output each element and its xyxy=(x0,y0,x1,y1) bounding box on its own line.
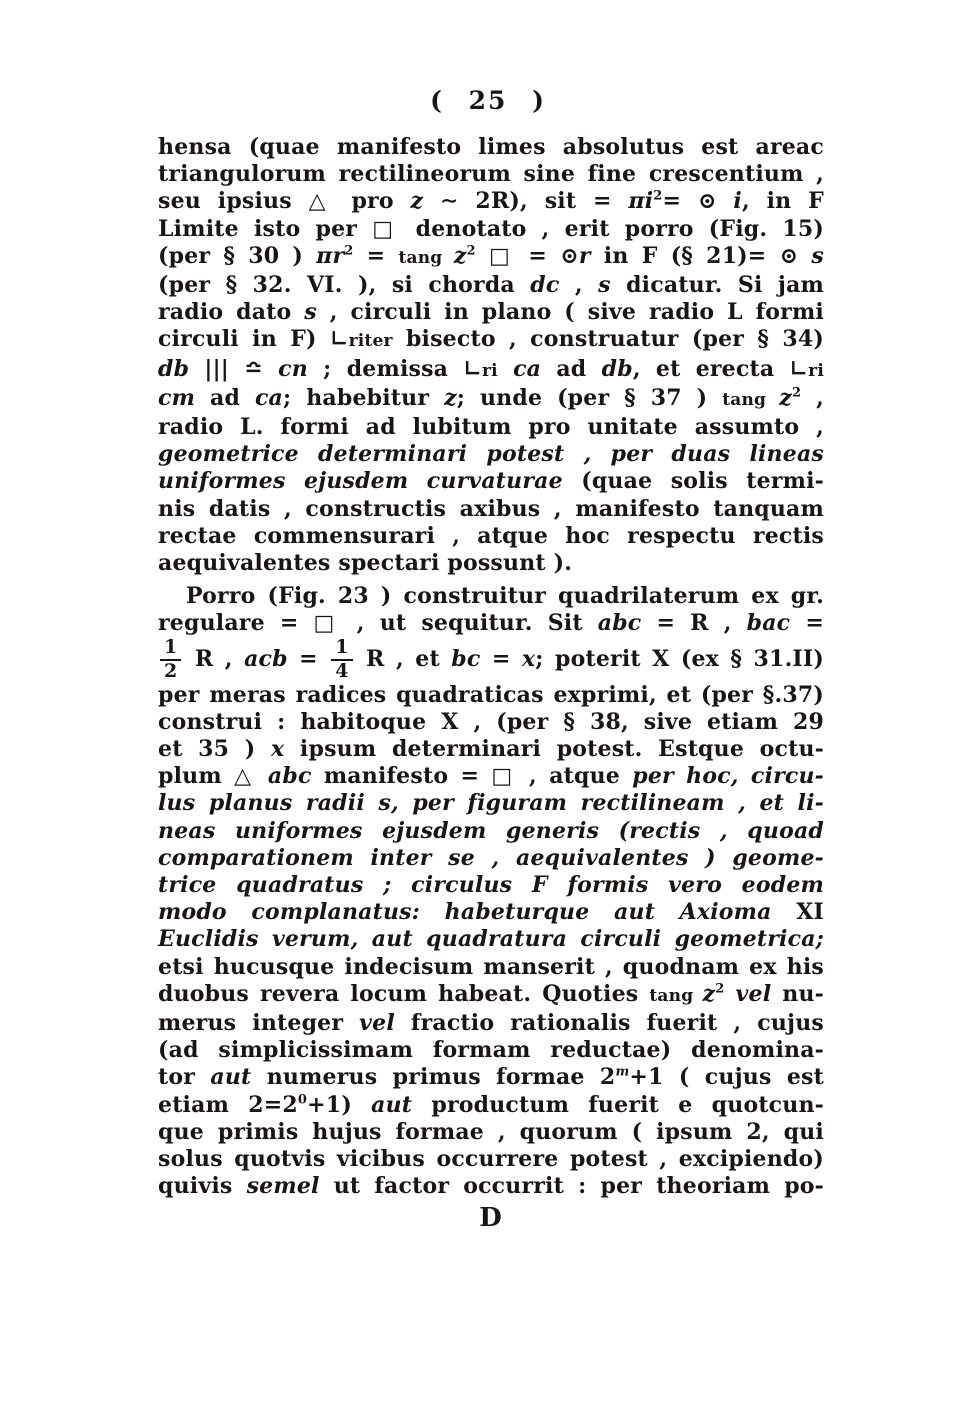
text-line xyxy=(158,1146,824,1173)
text-segment: construi : habitoque X , (per § 38, sive etiam 29 xyxy=(158,708,824,735)
text-segment: = xyxy=(790,610,824,637)
text-segment: semel xyxy=(246,1173,320,1200)
paragraphs-container xyxy=(158,134,824,1200)
text-segment: riter xyxy=(348,331,393,352)
text-line xyxy=(158,299,824,326)
text-line xyxy=(158,385,824,414)
text-segment: Euclidis verum, aut quadratura circuli geometrica; xyxy=(158,926,824,953)
text-segment: XI xyxy=(771,899,824,926)
text-line xyxy=(158,583,824,610)
text-segment: 0 xyxy=(297,1092,308,1108)
text-segment: s xyxy=(304,299,317,326)
text-segment: , xyxy=(559,272,599,299)
paragraph xyxy=(158,583,824,1200)
text-segment: ; habebitur xyxy=(283,384,445,411)
text-segment: s xyxy=(598,272,611,299)
fraction-denominator: 2 xyxy=(164,659,178,682)
text-segment: productum fuerit e quotcun- xyxy=(412,1091,824,1118)
text-segment: in F (§ 21)= ⊙ xyxy=(590,242,812,269)
text-segment: et 35 ) xyxy=(158,735,271,762)
text-segment xyxy=(498,356,513,382)
text-segment: aequivalentes spectari possunt ). xyxy=(158,550,573,577)
text-segment: hensa (quae manifesto limes absolutus est areac xyxy=(158,134,824,160)
fraction-numerator: 1 xyxy=(160,638,181,661)
text-line xyxy=(158,468,824,495)
text-line xyxy=(158,1037,824,1064)
text-segment: quivis xyxy=(158,1173,247,1200)
text-line xyxy=(158,763,824,790)
text-line xyxy=(158,188,824,215)
text-line xyxy=(158,216,824,243)
text-segment: , et erecta ∟ xyxy=(632,355,809,382)
text-segment: abc xyxy=(597,610,642,637)
text-line xyxy=(158,161,824,188)
text-line xyxy=(158,272,824,299)
text-segment: numerus primus formae 2 xyxy=(251,1064,616,1091)
text-segment: r xyxy=(578,242,591,269)
text-segment: ut factor occurrit : per theoriam po- xyxy=(319,1173,824,1200)
text-segment: □ = ⊙ xyxy=(475,242,579,269)
text-segment: x xyxy=(271,735,285,762)
text-line xyxy=(158,1119,824,1146)
text-segment: manifesto = □ , atque xyxy=(311,763,633,790)
text-line xyxy=(158,1064,824,1091)
text-line xyxy=(158,496,824,523)
text-segment: regulare = □ , ut sequitur. Sit xyxy=(158,610,598,637)
text-segment: bc xyxy=(451,645,481,672)
fraction-numerator: 1 xyxy=(331,638,352,661)
text-segment: tang xyxy=(649,985,703,1006)
text-segment: tang xyxy=(398,247,454,268)
text-segment: abc xyxy=(267,763,312,790)
text-segment: db xyxy=(601,355,633,382)
text-segment: , in F xyxy=(741,188,824,215)
text-segment: = xyxy=(287,645,330,672)
text-segment: triangulorum rectilineorum sine fine crescentium , xyxy=(158,161,824,188)
text-segment: tor xyxy=(158,1064,211,1091)
text-line xyxy=(158,790,824,817)
text-segment: Porro (Fig. 23 ) construitur quadrilaterum ex gr. xyxy=(186,583,824,610)
text-segment: fractio rationalis fuerit , cujus xyxy=(394,1009,824,1036)
text-segment: uniformes ejusdem curvaturae xyxy=(158,468,563,495)
text-line xyxy=(158,899,824,926)
text-segment: radio L. formi ad lubitum pro unitate assumto , xyxy=(158,414,824,441)
text-line xyxy=(158,243,824,272)
text-segment: , xyxy=(801,384,825,411)
text-segment: aut xyxy=(210,1064,252,1091)
text-segment: db xyxy=(158,355,190,382)
text-segment: x xyxy=(521,645,536,672)
text-segment: etiam 2=2 xyxy=(158,1091,298,1118)
text-segment: ca xyxy=(254,384,283,411)
text-line xyxy=(158,845,824,872)
text-segment: trice quadratus ; circulus F formis vero eodem xyxy=(158,871,824,898)
text-segment: vel xyxy=(735,980,772,1007)
text-segment: 2 xyxy=(715,981,725,997)
text-line xyxy=(158,736,824,763)
text-segment: z xyxy=(702,980,716,1007)
text-segment: 2 xyxy=(653,189,663,205)
text-segment: geometrice determinari potest , per duas lineas xyxy=(158,441,824,468)
text-segment: 2 xyxy=(466,243,476,259)
text-segment: = ⊙ xyxy=(662,188,734,215)
text-segment: cn xyxy=(278,355,308,382)
text-segment: R , xyxy=(183,645,245,672)
text-segment: dicatur. Si jam xyxy=(610,272,825,299)
text-segment: bisecto , construatur (per § 34) xyxy=(392,326,824,353)
text-segment: per meras radices quadraticas exprimi, et (per §.37) xyxy=(158,681,824,708)
text-line xyxy=(158,1173,824,1200)
fraction xyxy=(160,635,181,682)
text-line xyxy=(158,356,824,385)
text-line xyxy=(158,635,825,682)
text-segment: modo complanatus: habeturque aut Axioma xyxy=(158,899,772,926)
text-segment: ri xyxy=(808,360,824,381)
text-line xyxy=(158,326,824,355)
text-segment: Limite isto per □ denotato , erit porro (Fig. 15) xyxy=(158,215,824,242)
text-segment: ; demissa ∟ xyxy=(307,355,482,382)
text-line xyxy=(158,610,824,637)
text-line xyxy=(158,414,824,441)
text-line xyxy=(158,1010,824,1037)
text-line xyxy=(158,441,824,468)
text-segment: etsi hucusque indecisum manserit , quodnam ex his xyxy=(158,953,824,980)
text-segment: = R , xyxy=(641,610,747,637)
text-segment: rectae commensurari , atque hoc respectu rectis xyxy=(158,522,824,549)
text-segment: ad xyxy=(541,355,602,382)
text-line xyxy=(158,926,824,953)
text-segment: z xyxy=(410,188,424,215)
text-line xyxy=(158,134,824,161)
text-line xyxy=(158,550,824,577)
text-segment: aut xyxy=(371,1091,413,1118)
text-segment: seu ipsius △ pro xyxy=(158,188,411,215)
text-segment: m xyxy=(615,1065,630,1081)
text-segment: plum △ xyxy=(158,763,268,790)
text-segment: cm xyxy=(158,384,196,411)
text-segment: ∼ 2R), sit = xyxy=(423,188,629,215)
text-segment: per hoc, circu- xyxy=(632,763,824,790)
text-segment: ri xyxy=(482,360,498,381)
text-line xyxy=(158,981,824,1010)
text-segment: comparationem inter se , aequivalentes ) geome- xyxy=(158,844,824,871)
text-line xyxy=(158,872,824,899)
text-segment: , circuli in plano ( sive radio L formi xyxy=(316,299,824,326)
text-segment: duobus revera locum habeat. Quoties xyxy=(158,980,650,1007)
text-segment: solus quotvis vicibus occurrere potest , excipiendo) xyxy=(158,1145,824,1172)
fraction xyxy=(331,635,352,682)
text-line xyxy=(158,1092,824,1119)
text-segment: = xyxy=(353,242,399,269)
text-line xyxy=(158,709,824,736)
text-segment: πr xyxy=(316,242,345,269)
text-line xyxy=(158,954,824,981)
text-segment: ; unde (per § 37 ) xyxy=(456,384,723,411)
text-segment: z xyxy=(453,242,467,269)
text-segment: +1) xyxy=(307,1091,372,1118)
text-segment: (per § 30 ) xyxy=(158,242,317,269)
text-segment: ; poterit X (ex § 31.II) xyxy=(535,645,825,672)
text-line xyxy=(158,523,824,550)
text-segment: +1 ( cujus est xyxy=(629,1064,825,1091)
text-segment: (per § 32. VI. ), si chorda xyxy=(158,272,531,299)
text-segment: bac xyxy=(746,610,791,637)
text-segment: ca xyxy=(513,355,542,382)
text-segment: nu- xyxy=(771,980,824,1007)
text-segment: merus integer xyxy=(158,1009,360,1036)
text-segment: neas uniformes ejusdem generis (rectis , quoad xyxy=(158,817,824,844)
text-segment: (ad simplicissimam formam reductae) denomina- xyxy=(158,1037,824,1064)
text-segment: (quae solis termi- xyxy=(562,468,825,495)
text-segment: ad xyxy=(195,384,255,411)
text-segment: acb xyxy=(244,645,288,672)
text-segment: R , et xyxy=(354,645,452,672)
text-segment: radio dato xyxy=(158,299,305,326)
signature-mark: D xyxy=(479,1203,503,1234)
text-segment: que primis hujus formae , quorum ( ipsum 2, qui xyxy=(158,1118,824,1145)
text-segment: s xyxy=(811,242,824,269)
text-segment: tang xyxy=(722,389,780,410)
paragraph xyxy=(158,134,824,577)
text-segment: = xyxy=(480,645,522,672)
text-segment: nis datis , constructis axibus , manifesto tanquam xyxy=(158,495,824,522)
text-segment: vel xyxy=(359,1009,395,1036)
text-segment: circuli in F) ∟ xyxy=(158,326,349,353)
text-segment: i xyxy=(733,188,742,215)
text-segment: dc xyxy=(530,272,560,299)
text-segment: πi xyxy=(628,188,654,215)
fraction-denominator: 4 xyxy=(335,659,349,682)
text-segment: ipsum determinari potest. Estque octu- xyxy=(284,735,824,762)
text-segment: z xyxy=(444,384,457,411)
text-segment: lus planus radii s, per figuram rectilineam , et li- xyxy=(158,790,824,817)
text-segment: 2 xyxy=(792,385,802,401)
text-segment: z xyxy=(779,384,792,411)
text-block xyxy=(158,134,824,1233)
text-line xyxy=(158,818,824,845)
text-segment xyxy=(725,981,736,1007)
page-number: ( 25 ) xyxy=(430,86,546,115)
text-segment: 2 xyxy=(344,243,354,259)
text-line xyxy=(158,682,824,709)
text-segment: ||| ≏ xyxy=(189,355,279,382)
